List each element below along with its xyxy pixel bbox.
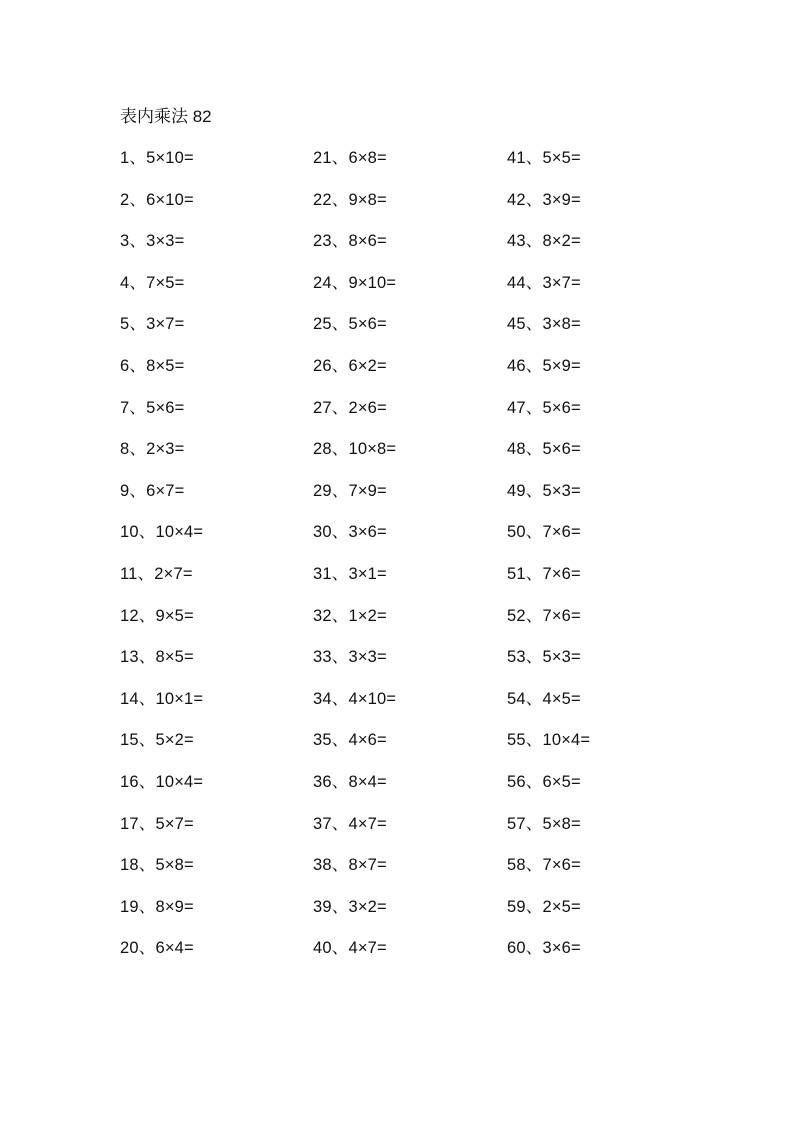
problem-41: 41、5×5=	[507, 149, 581, 167]
problem-8: 8、2×3=	[120, 440, 185, 459]
worksheet-title: 表内乘法 82	[120, 107, 212, 126]
problem-43: 43、8×2=	[507, 232, 581, 251]
problem-21: 21、6×8=	[313, 149, 387, 167]
problem-52: 52、7×6=	[507, 606, 581, 625]
problem-51: 51、7×6=	[507, 564, 581, 583]
problem-16: 16、10×4=	[120, 772, 204, 791]
problem-33: 33、3×3=	[313, 648, 387, 667]
problem-15: 15、5×2=	[120, 731, 194, 750]
problem-20: 20、6×4=	[120, 939, 194, 958]
problem-18: 18、5×8=	[120, 856, 194, 875]
problem-27: 27、2×6=	[313, 398, 387, 417]
problem-column-2	[313, 146, 503, 978]
problem-55: 55、10×4=	[507, 731, 591, 750]
problem-46: 46、5×9=	[507, 356, 581, 375]
problem-26: 26、6×2=	[313, 356, 387, 375]
problem-35: 35、4×6=	[313, 731, 387, 750]
problem-13: 13、8×5=	[120, 648, 194, 667]
problem-10: 10、10×4=	[120, 523, 204, 542]
problem-7: 7、5×6=	[120, 398, 185, 417]
problem-32: 32、1×2=	[313, 606, 387, 625]
problem-49: 49、5×3=	[507, 481, 581, 500]
problem-39: 39、3×2=	[313, 897, 387, 916]
problem-3: 3、3×3=	[120, 232, 185, 251]
problem-5: 5、3×7=	[120, 315, 185, 334]
problem-45: 45、3×8=	[507, 315, 581, 334]
problem-23: 23、8×6=	[313, 232, 387, 251]
problem-31: 31、3×1=	[313, 564, 387, 583]
problem-30: 30、3×6=	[313, 523, 387, 542]
problem-37: 37、4×7=	[313, 814, 387, 833]
problem-1: 1、5×10=	[120, 149, 194, 167]
problem-56: 56、6×5=	[507, 772, 581, 791]
problem-58: 58、7×6=	[507, 856, 581, 875]
problem-47: 47、5×6=	[507, 398, 581, 417]
problem-60: 60、3×6=	[507, 939, 581, 958]
problem-54: 54、4×5=	[507, 689, 581, 708]
problem-24: 24、9×10=	[313, 273, 397, 292]
problem-34: 34、4×10=	[313, 689, 397, 708]
problem-53: 53、5×3=	[507, 648, 581, 667]
problem-36: 36、8×4=	[313, 772, 387, 791]
problem-19: 19、8×9=	[120, 897, 194, 916]
problem-11: 11、2×7=	[120, 564, 193, 583]
problem-column-1	[120, 146, 310, 978]
problem-59: 59、2×5=	[507, 897, 581, 916]
problem-9: 9、6×7=	[120, 481, 185, 500]
problem-48: 48、5×6=	[507, 440, 581, 459]
problem-38: 38、8×7=	[313, 856, 387, 875]
problem-42: 42、3×9=	[507, 190, 581, 209]
problem-column-3	[507, 146, 697, 978]
problem-29: 29、7×9=	[313, 481, 387, 500]
problem-50: 50、7×6=	[507, 523, 581, 542]
problem-57: 57、5×8=	[507, 814, 581, 833]
problem-6: 6、8×5=	[120, 356, 185, 375]
problem-2: 2、6×10=	[120, 190, 194, 209]
problem-25: 25、5×6=	[313, 315, 387, 334]
problem-17: 17、5×7=	[120, 814, 194, 833]
problem-40: 40、4×7=	[313, 939, 387, 958]
problem-4: 4、7×5=	[120, 273, 185, 292]
problem-12: 12、9×5=	[120, 606, 194, 625]
problem-14: 14、10×1=	[120, 689, 204, 708]
problem-44: 44、3×7=	[507, 273, 581, 292]
problem-22: 22、9×8=	[313, 190, 387, 209]
problem-28: 28、10×8=	[313, 440, 397, 459]
